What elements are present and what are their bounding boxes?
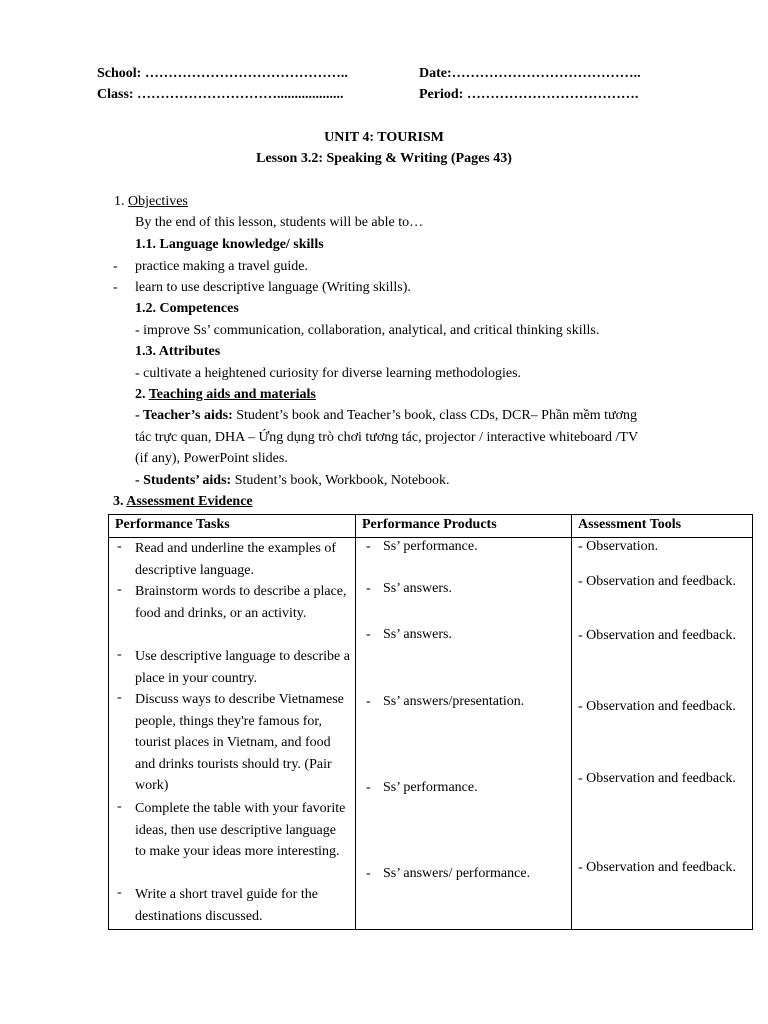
section-number: 2. [135, 387, 149, 402]
bullet-dash: - [117, 582, 122, 597]
language-item: practice making a travel guide. [135, 259, 308, 274]
lesson-title: Lesson 3.2: Speaking & Writing (Pages 43) [256, 151, 512, 166]
section-title: Teaching aids and materials [148, 387, 316, 402]
bullet-dash: - [113, 259, 118, 274]
task-item: Read and underline the examples of descriptive language. [135, 541, 336, 578]
product-item: Ss’ answers/presentation. [383, 694, 525, 709]
bullet-dash: - [366, 694, 371, 709]
language-heading: 1.1. Language knowledge/ skills [135, 237, 324, 252]
students-aids-label: - Students’ aids: [135, 473, 232, 488]
bullet-dash: - [366, 627, 371, 642]
section-title: Objectives [128, 194, 188, 209]
competences-heading: 1.2. Competences [135, 301, 239, 316]
attributes-text: - cultivate a heightened curiosity for diverse learning methodologies. [135, 366, 522, 381]
tool-item: - Observation and feedback. [578, 771, 736, 786]
teacher-aids-text: (if any), PowerPoint slides. [135, 451, 288, 466]
column-header: Performance Tasks [109, 515, 356, 538]
period-field: Period: ………………………………. [419, 87, 639, 102]
students-aids-text: Student’s book, Workbook, Notebook. [231, 473, 450, 488]
section-number: 3. [113, 494, 127, 509]
school-field: School: …………………………………….. [97, 66, 348, 81]
bullet-dash: - [113, 280, 118, 295]
teacher-aids-text: tác trực quan, DHA – Ứng dụng trò chơi tương tác, projector / interactive whiteboard /TV [135, 430, 639, 445]
bullet-dash: - [117, 799, 122, 814]
table-row [109, 538, 753, 930]
teacher-aids-label: - Teacher’s aids: [135, 408, 233, 423]
tool-item: - Observation and feedback. [578, 574, 736, 589]
product-item: Ss’ performance. [383, 780, 478, 795]
unit-title: UNIT 4: TOURISM [324, 130, 444, 145]
product-item: Ss’ answers. [383, 581, 452, 596]
column-header: Assessment Tools [572, 515, 753, 538]
bullet-dash: - [366, 539, 371, 554]
product-item: Ss’ answers/ performance. [383, 866, 531, 881]
tools-cell [572, 538, 753, 930]
language-item: learn to use descriptive language (Writing skills). [135, 280, 411, 295]
bullet-dash: - [117, 647, 122, 662]
students-aids [135, 472, 450, 490]
bullet-dash: - [117, 690, 122, 705]
task-item: Use descriptive language to describe a place in your country. [135, 649, 350, 686]
product-item: Ss’ answers. [383, 627, 452, 642]
assessment-heading [113, 493, 253, 511]
bullet-dash: - [366, 866, 371, 881]
tool-item: - Observation and feedback. [578, 628, 736, 643]
objectives-heading [114, 193, 188, 211]
tasks-cell [109, 538, 356, 930]
bullet-dash: - [117, 885, 122, 900]
teacher-aids [135, 407, 637, 425]
column-header: Performance Products [356, 515, 572, 538]
products-cell [356, 538, 572, 930]
task-item: Brainstorm words to describe a place, food and drinks, or an activity. [135, 584, 347, 621]
attributes-heading: 1.3. Attributes [135, 344, 221, 359]
competences-text: - improve Ss’ communication, collaboration, analytical, and critical thinking skills. [135, 323, 600, 338]
date-field: Date:………………………………….. [419, 66, 641, 81]
section-number: 1. [114, 194, 128, 209]
bullet-dash: - [366, 581, 371, 596]
task-item: Discuss ways to describe Vietnamese people, things they're famous for, tourist places in Vietnam, and food and drinks tourists should try. (Pair work) [135, 692, 344, 794]
task-item: Complete the table with your favorite ideas, then use descriptive language to make your ideas more interesting. [135, 801, 346, 860]
assessment-table [108, 514, 753, 930]
product-item: Ss’ performance. [383, 539, 478, 554]
tool-item: - Observation and feedback. [578, 699, 736, 714]
teacher-aids-text: Student’s book and Teacher’s book, class CDs, DCR– Phần mềm tương [232, 408, 638, 423]
bullet-dash: - [117, 539, 122, 554]
objectives-intro: By the end of this lesson, students will be able to… [135, 215, 424, 230]
class-field: Class: …………………………................... [97, 87, 344, 102]
teaching-aids-heading [135, 386, 316, 404]
task-item: Write a short travel guide for the destinations discussed. [135, 887, 318, 924]
tool-item: - Observation. [578, 539, 659, 554]
tool-item: - Observation and feedback. [578, 860, 736, 875]
section-title: Assessment Evidence [126, 494, 253, 509]
bullet-dash: - [366, 780, 371, 795]
table-header-row [109, 515, 753, 538]
